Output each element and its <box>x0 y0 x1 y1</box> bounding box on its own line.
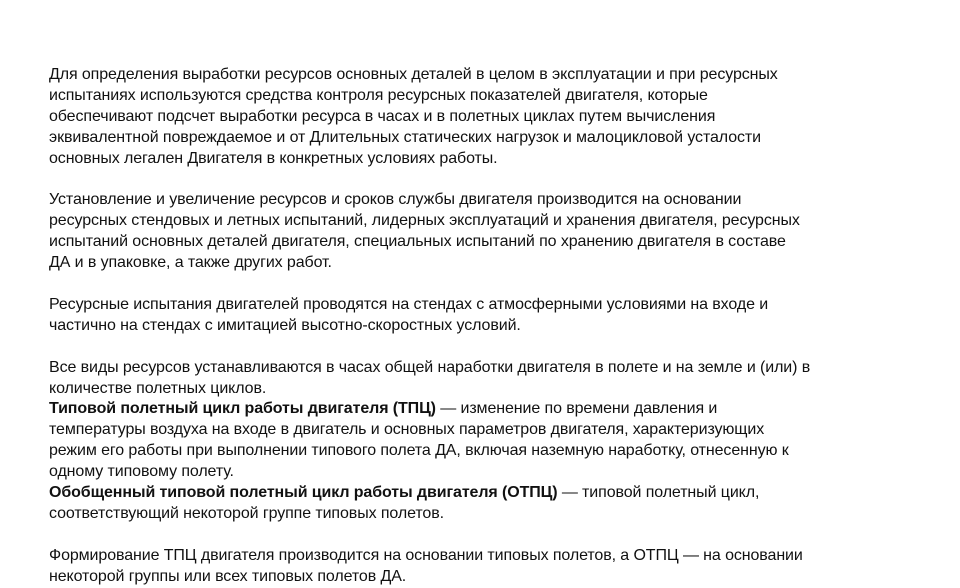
paragraph-tpc-definition <box>49 399 929 483</box>
paragraph-text: — типовой полетный цикл, соответствующий некоторой группе типовых полетов. <box>49 484 760 522</box>
paragraph-text: Формирование ТПЦ двигателя производится на основании типовых полетов, а ОТПЦ — на основании некоторой группы или всех типовых полетов ДА. <box>49 546 803 585</box>
paragraph-text: Ресурсные испытания двигателей проводятся на стендах с атмосферными условиями на входе и частично на стендах с имитацией высотно-скоростных условий. <box>49 295 769 334</box>
body-text <box>49 44 929 588</box>
term-otpc: Обобщенный типовой полетный цикл работы двигателя (ОТПЦ) <box>49 484 558 502</box>
paragraph-text: Для определения выработки ресурсов основных деталей в целом в эксплуатации и при ресурсных испытаниях используются средства контроля ресурсных показателей двигателя, которые обеспечивают подсчет выработки ресурса в часах и в полетных циклах путем вычисления эквивалентной повреждаемое и от Длительных статических нагрузок и малоцикловой усталости основных легален Двигателя в конкретных условиях работы. <box>49 65 778 167</box>
term-tpc: Типовой полетный цикл работы двигателя (ТПЦ) <box>49 400 436 418</box>
paragraph-resource-establishment <box>49 169 929 274</box>
paragraph-text: Установление и увеличение ресурсов и сроков службы двигателя производится на основании ресурсных стендовых и летных испытаний, лидерных эксплуатаций и хранения двигателя, ресурсных испытаний основных деталей двигателя, специальных испытаний по хранению двигателя в составе ДА и в упаковке, а также других работ. <box>49 191 800 272</box>
paragraph-resource-control <box>49 44 929 169</box>
paragraph-resource-types <box>49 337 929 400</box>
paragraph-text: — изменение по времени давления и температуры воздуха на входе в двигатель и основных параметров двигателя, характеризующих режим его работы при выполнении типового полета ДА, включая наземную наработку, отнесенную к одному типовому полету. <box>49 400 789 481</box>
paragraph-text: Все виды ресурсов устанавливаются в часах общей наработки двигателя в полете и на земле и (или) в количестве полетных циклов. <box>49 358 811 397</box>
paragraph-tpc-formation <box>49 525 929 588</box>
paragraph-otpc-definition <box>49 483 929 525</box>
paragraph-resource-tests <box>49 274 929 337</box>
